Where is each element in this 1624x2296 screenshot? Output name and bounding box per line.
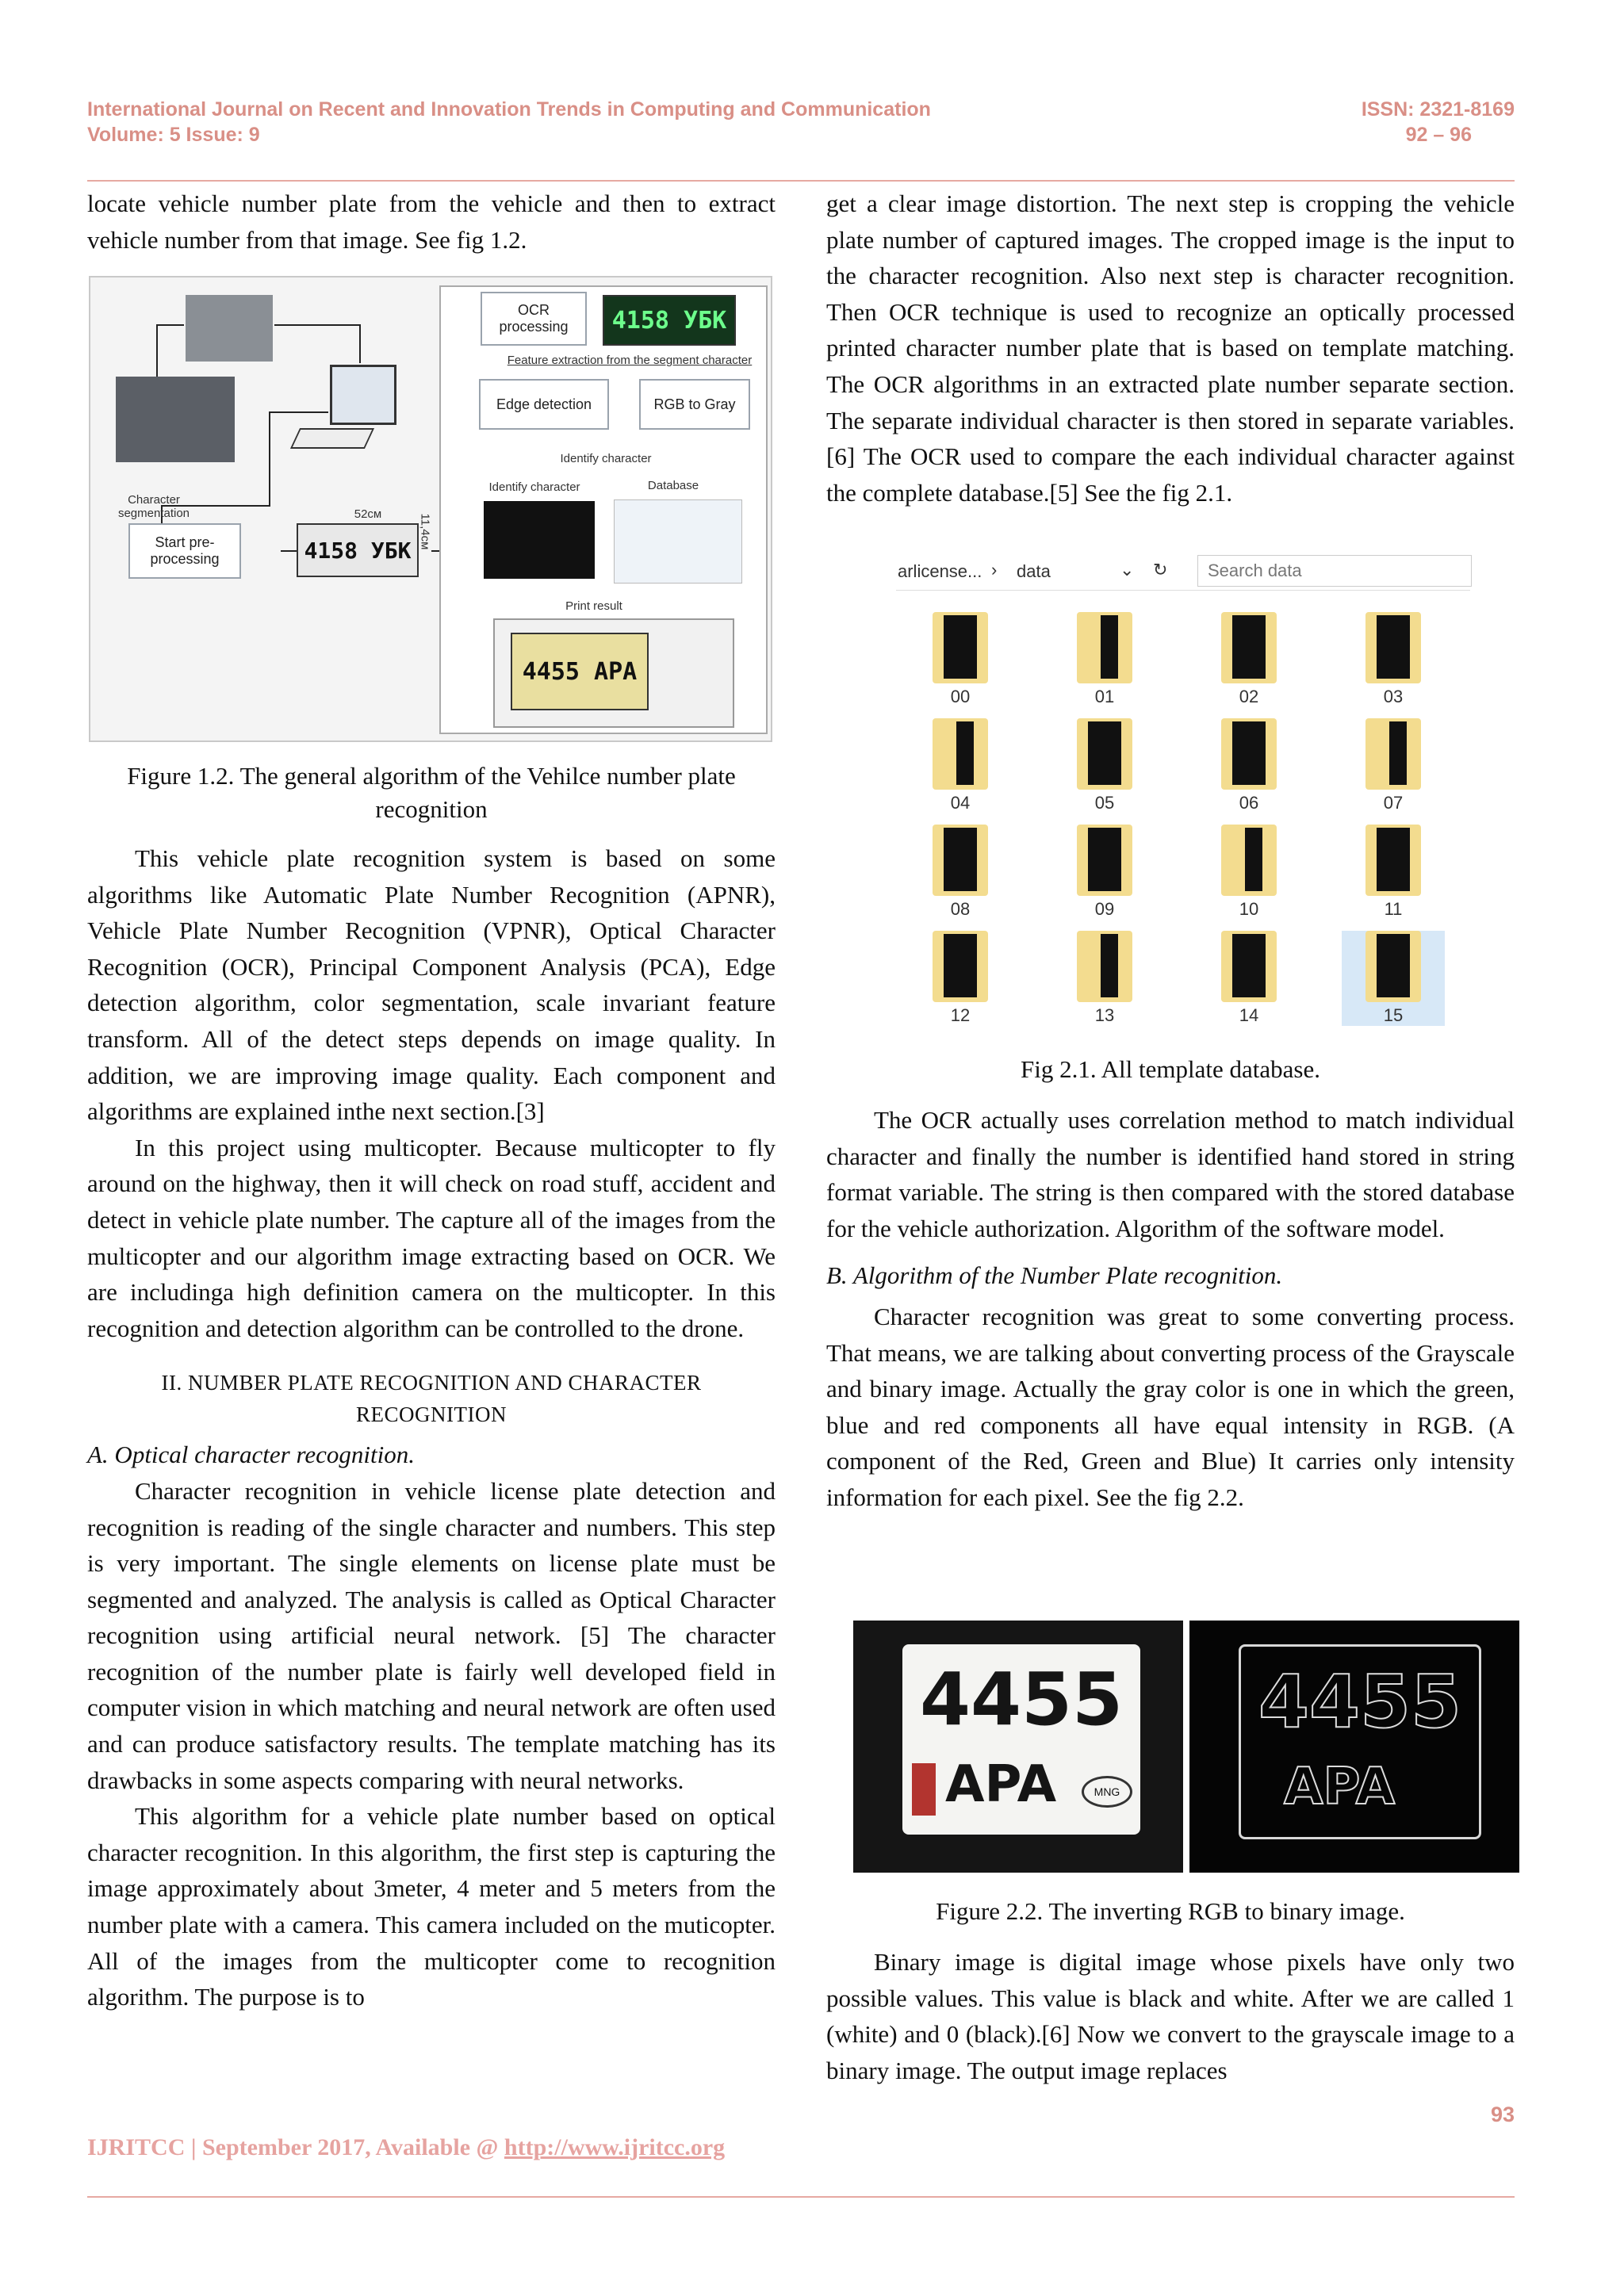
template-item[interactable]	[1197, 825, 1300, 920]
footer-rule	[87, 2196, 1515, 2198]
footer-link[interactable]: http://www.ijritcc.org	[504, 2134, 726, 2160]
folder-name[interactable]: data	[1017, 561, 1051, 581]
template-label: 03	[1383, 687, 1404, 706]
template-item[interactable]	[1053, 718, 1156, 813]
template-thumbnail-icon	[1077, 612, 1132, 683]
dimension-11cm: 11,4см	[418, 513, 432, 550]
section-title: NUMBER PLATE RECOGNITION AND CHARACTER RECOGNITION	[187, 1371, 702, 1427]
database-screenshot	[614, 499, 742, 584]
identify-character-label: Identify character	[560, 452, 652, 465]
paragraph-algorithms: This vehicle plate recognition system is based on some algorithms like Automatic Plate Number Recognition (APNR), Vehicle Plate Number Recognition (VPNR), Optical Character Recognition (OCR), Principal Component Analysis (PCA), Edge detection algorithm, color segmentation, scale invariant feature transform. All of the detect steps depends on image quality. In addition, we are improving image quality. Each component and algorithms are explained inthe next section.[3]	[87, 844, 776, 1126]
start-preprocessing-box: Start pre-processing	[128, 523, 241, 579]
template-thumbnail-icon	[933, 825, 988, 896]
template-label: 07	[1383, 793, 1404, 813]
template-thumbnail-icon	[1365, 931, 1421, 1002]
template-label: 13	[1094, 1005, 1115, 1025]
template-label: 04	[950, 793, 971, 813]
database-label: Database	[647, 479, 699, 492]
template-label: 02	[1239, 687, 1259, 706]
template-thumbnail-icon	[1365, 612, 1421, 683]
character-segmentation-label: Character segmentation	[117, 493, 190, 520]
template-thumbnail-icon	[933, 931, 988, 1002]
rgb-plate-image	[853, 1621, 1183, 1873]
issn: ISSN: 2321-8169	[1361, 98, 1515, 121]
mng-badge: MNG	[1082, 1776, 1132, 1808]
template-label: 05	[1094, 793, 1115, 813]
edge-detection-box: Edge detection	[479, 379, 609, 430]
template-item[interactable]	[1197, 931, 1300, 1026]
template-thumbnail-icon	[1365, 825, 1421, 896]
template-thumbnail-icon	[1365, 718, 1421, 790]
rgb-to-gray-box: RGB to Gray	[639, 379, 750, 430]
footer-label: IJRITCC | September 2017, Available @	[87, 2134, 504, 2160]
figure-1-2	[89, 276, 772, 742]
paragraph-multicopter: In this project using multicopter. Because multicopter to fly around on the highway, then it will check on road stuff, accident and detect in vehicle plate number. The capture all of the images from the multicopter and our algorithm image extracting based on OCR. We are includinga high definition camera on the multicopter. In this recognition and detection algorithm can be controlled to the drone.	[87, 1133, 776, 1342]
refresh-icon[interactable]: ↻	[1153, 560, 1168, 580]
template-label: 14	[1239, 1005, 1259, 1025]
explorer-bar	[896, 552, 1470, 591]
binary-plate	[1239, 1644, 1481, 1839]
paragraph-binary: Binary image is digital image whose pixels have only two possible values. This value is black and white. After we are called 1 (white) and 0 (black).[6] Now we convert to the grayscale image to a binary image. The output image replaces	[826, 1948, 1515, 2084]
print-result-label: Print result	[565, 599, 622, 613]
template-label: 11	[1384, 899, 1403, 919]
feature-extraction-label: Feature extraction from the segment character	[507, 354, 753, 367]
segmented-chars	[484, 501, 595, 579]
footer-text	[87, 2134, 725, 2161]
dimension-52cm: 52см	[354, 507, 382, 521]
template-thumbnail-icon	[1221, 825, 1277, 896]
template-item[interactable]	[909, 718, 1012, 813]
search-box[interactable]	[1197, 555, 1472, 587]
template-thumbnail-icon	[1077, 931, 1132, 1002]
paragraph-ocr-algorithm: This algorithm for a vehicle plate number based on optical character recognition. In this algorithm, the first step is capturing the image approximately about 3meter, 4 meter and 5 meters from the number plate with a camera. This camera included on the muticopter. All of the images from the multicopter come to recognition algorithm. The purpose is to	[87, 1802, 776, 2011]
template-label: 00	[950, 687, 971, 706]
template-thumbnail-icon	[933, 612, 988, 683]
template-label: 01	[1094, 687, 1115, 706]
template-thumbnail-icon	[1077, 718, 1132, 790]
paragraph-character-recognition: Character recognition in vehicle license plate detection and recognition is reading of the single character and numbers. This step is very important. The single elements on license plate must be segmented and analyzed. The analysis is called as Optical Character recognition using artificial neural network. [5] The character recognition of the number plate is fairly well developed field in computer vision in which matching and neural network are often used and can produce satisfactory results. The template matching has its drawbacks in some aspects comparing with neural networks.	[87, 1476, 776, 1794]
template-item[interactable]	[909, 612, 1012, 707]
template-thumbnail-icon	[1221, 931, 1277, 1002]
template-item[interactable]	[1342, 931, 1445, 1026]
header-rule	[87, 180, 1515, 182]
template-item[interactable]	[1342, 612, 1445, 707]
section-number: II.	[161, 1371, 182, 1395]
figure-2-1-caption: Fig 2.1. All template database.	[1021, 1055, 1320, 1083]
subsection-b: B. Algorithm of the Number Plate recognition.	[826, 1261, 1283, 1290]
template-item[interactable]	[909, 931, 1012, 1026]
subsection-a: A. Optical character recognition.	[87, 1441, 415, 1469]
template-item[interactable]	[1342, 825, 1445, 920]
right-column-top	[826, 186, 1515, 511]
template-label: 09	[1094, 899, 1115, 919]
template-item[interactable]	[1053, 825, 1156, 920]
template-label: 15	[1383, 1005, 1404, 1025]
volume-issue: Volume: 5 Issue: 9	[87, 124, 260, 146]
template-grid	[896, 612, 1470, 1024]
plate-crop-green: 4158 УБК	[603, 295, 736, 346]
rgb-plate	[902, 1644, 1140, 1835]
template-item[interactable]	[1053, 931, 1156, 1026]
binary-plate-letters: APA	[1284, 1758, 1396, 1816]
binary-plate-number: 4455	[1258, 1659, 1462, 1744]
template-thumbnail-icon	[1221, 612, 1277, 683]
ocr-processing-box: OCR processing	[481, 292, 587, 346]
rgb-plate-number: 4455	[919, 1657, 1124, 1742]
paragraph-grayscale: Character recognition was great to some converting process. That means, we are talking about converting process of the Grayscale and binary image. Actually the gray color is one in which the green, blue and red components all have equal intensity in RGB. (A component of the Red, Green and Blue) It carries only intensity information for each pixel. See the fig 2.2.	[826, 1302, 1515, 1511]
journal-title: International Journal on Recent and Innovation Trends in Computing and Communication	[87, 98, 931, 121]
soyombo-emblem	[912, 1763, 936, 1816]
template-item[interactable]	[909, 825, 1012, 920]
template-thumbnail-icon	[1221, 718, 1277, 790]
template-item[interactable]	[1342, 718, 1445, 813]
paragraph-correlation: The OCR actually uses correlation method to match individual character and finally the number is identified hand stored in string format variable. The string is then compared with the stored database for the vehicle authorization. Algorithm of the software model.	[826, 1106, 1515, 1242]
search-placeholder: Search data	[1208, 561, 1302, 580]
template-label: 08	[950, 899, 971, 919]
identify-character-sub: Identify character	[488, 480, 580, 494]
left-column-body	[87, 760, 776, 2015]
breadcrumb[interactable]: arlicense...	[898, 561, 982, 581]
page-number: 93	[1490, 2103, 1515, 2126]
template-item[interactable]	[1197, 718, 1300, 813]
right-column-middle	[826, 1053, 1515, 1516]
section-heading	[87, 1367, 776, 1430]
chevron-right-icon: ›	[991, 560, 998, 580]
template-item[interactable]	[1197, 612, 1300, 707]
license-plate-image: 4158 УБК	[297, 523, 419, 577]
intro-paragraph: locate vehicle number plate from the vehicle and then to extract vehicle number from that image. See fig 1.2.	[87, 189, 776, 254]
figure-2-1	[896, 552, 1470, 1027]
template-thumbnail-icon	[1077, 825, 1132, 896]
figure-1-2-caption: Figure 1.2. The general algorithm of the Vehilce number plate recognition	[127, 762, 736, 823]
template-thumbnail-icon	[933, 718, 988, 790]
binary-plate-image	[1189, 1621, 1519, 1873]
left-column-top	[87, 186, 776, 258]
template-item[interactable]	[1053, 612, 1156, 707]
result-plate: 4455 APA	[511, 633, 649, 710]
template-label: 10	[1239, 899, 1259, 919]
rgb-plate-letters: APA	[945, 1755, 1057, 1814]
figure-2-2	[853, 1621, 1519, 1873]
chevron-down-icon[interactable]: ⌄	[1120, 560, 1135, 580]
template-label: 06	[1239, 793, 1259, 813]
right-column-bottom	[826, 1895, 1515, 2088]
paragraph-cropping: get a clear image distortion. The next step is cropping the vehicle plate number of captured images. The cropped image is the input to the character recognition. Also next step is character recognition. Then OCR technique is used to recognize an optically processed printed character number plate that is based on template matching. The OCR algorithms in an extracted plate number separate section. The separate individual character is then stored in separate variables.[6] The OCR used to compare the each individual character against the complete database.[5] See the fig 2.1.	[826, 189, 1515, 507]
page-range: 92 – 96	[1405, 124, 1472, 146]
figure-2-2-caption: Figure 2.2. The inverting RGB to binary image.	[936, 1897, 1405, 1925]
template-label: 12	[950, 1005, 971, 1025]
